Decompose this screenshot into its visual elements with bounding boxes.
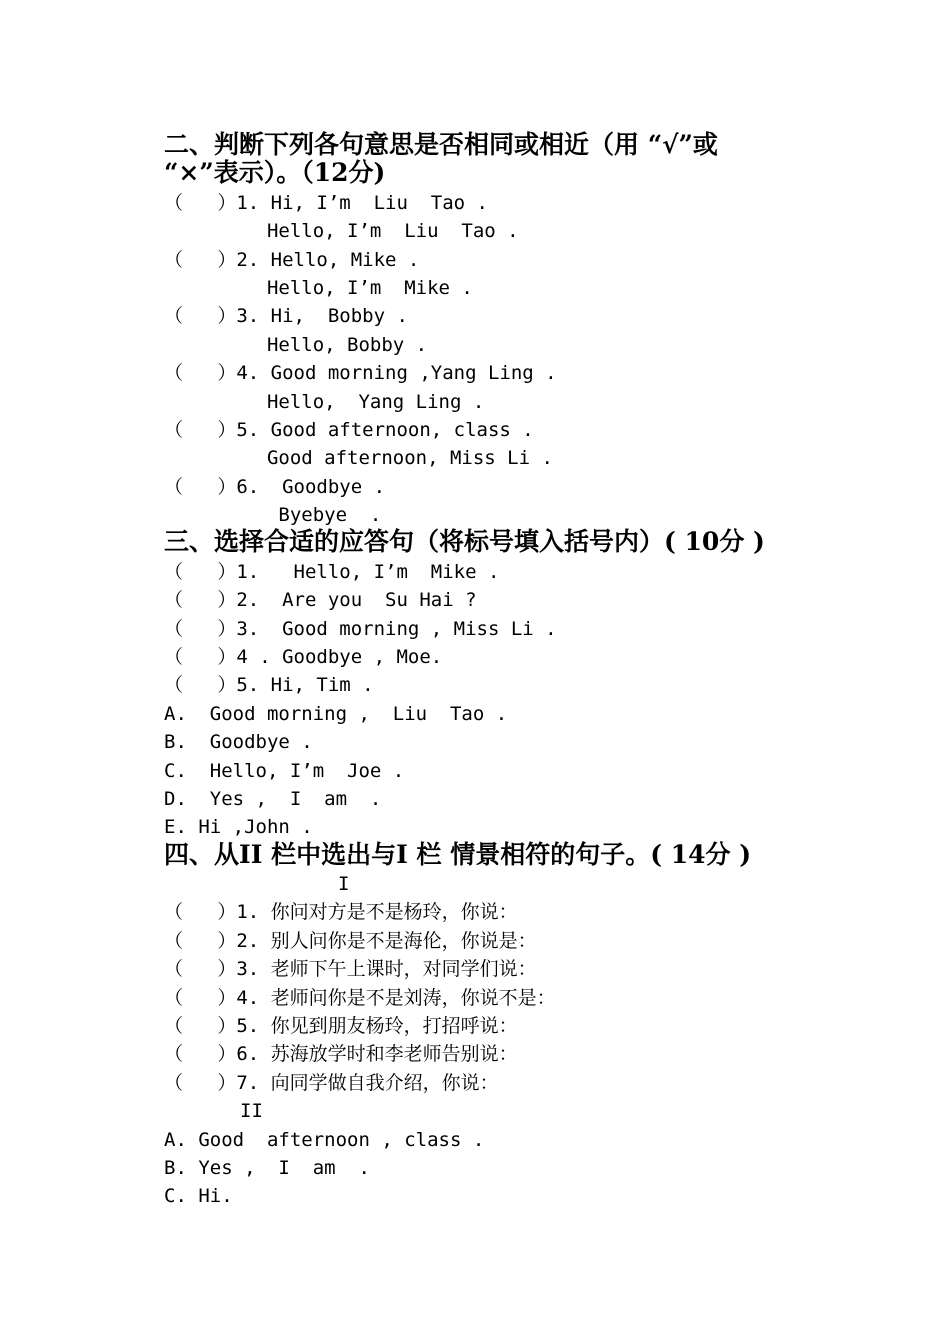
section2-item-1-answer: Hello, I’m Liu Tao .	[164, 220, 519, 242]
section3-option-d: D. Yes , I am .	[164, 788, 382, 810]
section2-item-6-answer: Byebye .	[164, 504, 382, 526]
section3-item-5: （ ）5. Hi, Tim .	[164, 674, 374, 696]
section3-option-e: E. Hi ,John .	[164, 816, 313, 838]
section2-item-6-question: （ ）6. Goodbye .	[164, 476, 386, 498]
section4-column2-label: II	[240, 1100, 263, 1122]
section4-item-2: （ ）2. 别人问你是不是海伦，你说是：	[164, 930, 537, 952]
section2-heading-line1: 二、判断下列各句意思是否相同或相近（用 “√”或	[164, 130, 718, 159]
section2-item-4-question: （ ）4. Good morning ,Yang Ling .	[164, 362, 557, 384]
section2-item-5-question: （ ）5. Good afternoon, class .	[164, 419, 534, 441]
section3-item-4: （ ）4 . Goodbye , Moe.	[164, 646, 443, 668]
section2-item-3-answer: Hello, Bobby .	[164, 334, 428, 356]
section3-item-1: （ ）1. Hello, I’m Mike .	[164, 561, 500, 583]
section3-item-2: （ ）2. Are you Su Hai ?	[164, 589, 477, 611]
section4-item-6: （ ）6. 苏海放学时和李老师告别说：	[164, 1043, 518, 1065]
section3-option-c: C. Hello, I’m Joe .	[164, 760, 405, 782]
section4-item-4: （ ）4. 老师问你是不是刘涛，你说不是：	[164, 987, 556, 1009]
section3-option-b: B. Goodbye .	[164, 731, 313, 753]
section4-option-c: C. Hi.	[164, 1185, 233, 1207]
section2-item-5-answer: Good afternoon, Miss Li .	[164, 447, 553, 469]
section3-option-a: A. Good morning , Liu Tao .	[164, 703, 508, 725]
section2-item-3-question: （ ）3. Hi, Bobby .	[164, 305, 408, 327]
section2-item-4-answer: Hello, Yang Ling .	[164, 391, 485, 413]
section4-option-a: A. Good afternoon , class .	[164, 1129, 485, 1151]
section3-item-3: （ ）3. Good morning , Miss Li .	[164, 618, 557, 640]
section4-item-5: （ ）5. 你见到朋友杨玲，打招呼说：	[164, 1015, 518, 1037]
section4-heading: 四、从II 栏中选出与I 栏 情景相符的句子。( 14分 )	[164, 840, 752, 869]
section4-item-7: （ ）7. 向同学做自我介绍，你说：	[164, 1072, 499, 1094]
section2-heading-line2: “×”表示）。（12分)	[164, 158, 386, 187]
section3-heading: 三、选择合适的应答句（将标号填入括号内）( 10分 )	[164, 527, 765, 556]
section4-column1-label: I	[338, 873, 350, 895]
section4-item-3: （ ）3. 老师下午上课时，对同学们说：	[164, 958, 537, 980]
section2-item-2-question: （ ）2. Hello, Mike .	[164, 249, 420, 271]
section4-option-b: B. Yes , I am .	[164, 1157, 370, 1179]
section4-item-1: （ ）1. 你问对方是不是杨玲，你说：	[164, 901, 518, 923]
section2-item-1-question: （ ）1. Hi, I’m Liu Tao .	[164, 192, 488, 214]
section2-item-2-answer: Hello, I’m Mike .	[164, 277, 473, 299]
